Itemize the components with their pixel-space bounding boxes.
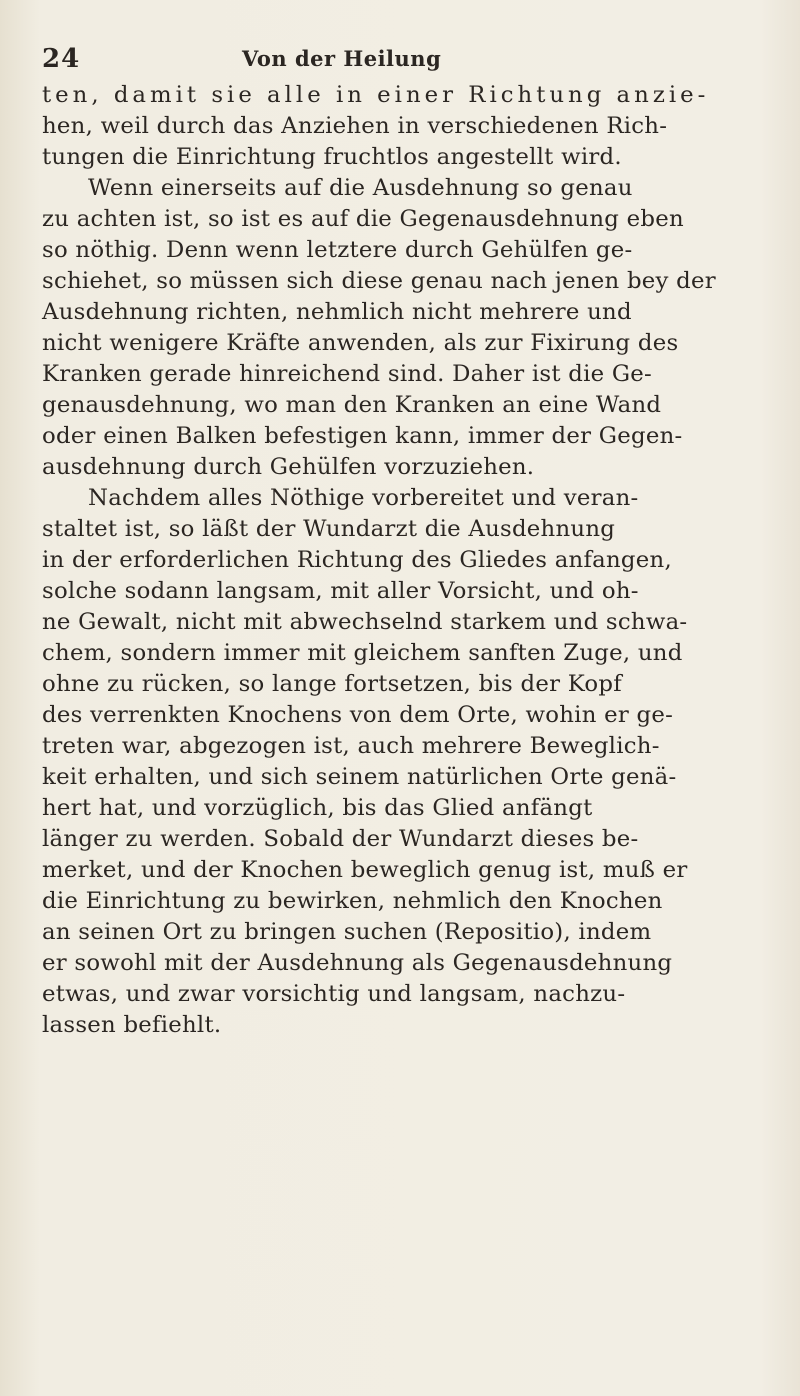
text-line: hen, weil durch das Anziehen in verschiedenen Rich- xyxy=(42,113,668,139)
text-line: ausdehnung durch Gehülfen vorzuziehen. xyxy=(42,454,535,480)
text-line: Wenn einerseits auf die Ausdehnung so genau xyxy=(88,175,633,201)
text-line: treten war, abgezogen ist, auch mehrere Beweglich- xyxy=(42,733,660,759)
text-line: Nachdem alles Nöthige vorbereitet und veran- xyxy=(88,485,639,511)
text-line: staltet ist, so läßt der Wundarzt die Ausdehnung xyxy=(42,516,616,542)
text-line: zu achten ist, so ist es auf die Gegenausdehnung eben xyxy=(42,206,684,232)
text-line: Kranken gerade hinreichend sind. Daher ist die Ge- xyxy=(42,361,653,387)
text-line: tungen die Einrichtung fruchtlos angestellt wird. xyxy=(42,144,622,170)
text-line: etwas, und zwar vorsichtig und langsam, nachzu- xyxy=(42,981,626,1007)
text-line: in der erforderlichen Richtung des Gliedes anfangen, xyxy=(42,547,672,573)
running-head: Von der Heilung xyxy=(242,46,442,71)
text-line: hert hat, und vorzüglich, bis das Glied anfängt xyxy=(42,795,593,821)
text-line: chem, sondern immer mit gleichem sanften Zuge, und xyxy=(42,640,683,666)
text-line: oder einen Balken befestigen kann, immer der Gegen- xyxy=(42,423,683,449)
page-number: 24 xyxy=(42,44,81,74)
text-line: ten, damit sie alle in einer Richtung anzie- xyxy=(42,82,710,108)
text-line: nicht wenigere Kräfte anwenden, als zur Fixirung des xyxy=(42,330,679,356)
text-line: lassen befiehlt. xyxy=(42,1012,222,1038)
text-line: die Einrichtung zu bewirken, nehmlich den Knochen xyxy=(42,888,663,914)
text-line: schiehet, so müssen sich diese genau nach jenen bey der xyxy=(42,268,716,294)
text-line: solche sodann langsam, mit aller Vorsicht, und oh- xyxy=(42,578,639,604)
text-line: ohne zu rücken, so lange fortsetzen, bis der Kopf xyxy=(42,671,622,697)
text-line: so nöthig. Denn wenn letztere durch Gehülfen ge- xyxy=(42,237,633,263)
text-line: des verrenkten Knochens von dem Orte, wohin er ge- xyxy=(42,702,674,728)
text-line: Ausdehnung richten, nehmlich nicht mehrere und xyxy=(42,299,632,325)
text-line: an seinen Ort zu bringen suchen (Repositio), indem xyxy=(42,919,652,945)
text-line: merket, und der Knochen beweglich genug ist, muß er xyxy=(42,857,688,883)
page-header xyxy=(42,44,682,84)
text-line: keit erhalten, und sich seinem natürlichen Orte genä- xyxy=(42,764,677,790)
text-line: länger zu werden. Sobald der Wundarzt dieses be- xyxy=(42,826,639,852)
text-line: ne Gewalt, nicht mit abwechselnd starkem und schwa- xyxy=(42,609,688,635)
text-line: genausdehnung, wo man den Kranken an eine Wand xyxy=(42,392,662,418)
text-line: er sowohl mit der Ausdehnung als Gegenausdehnung xyxy=(42,950,673,976)
